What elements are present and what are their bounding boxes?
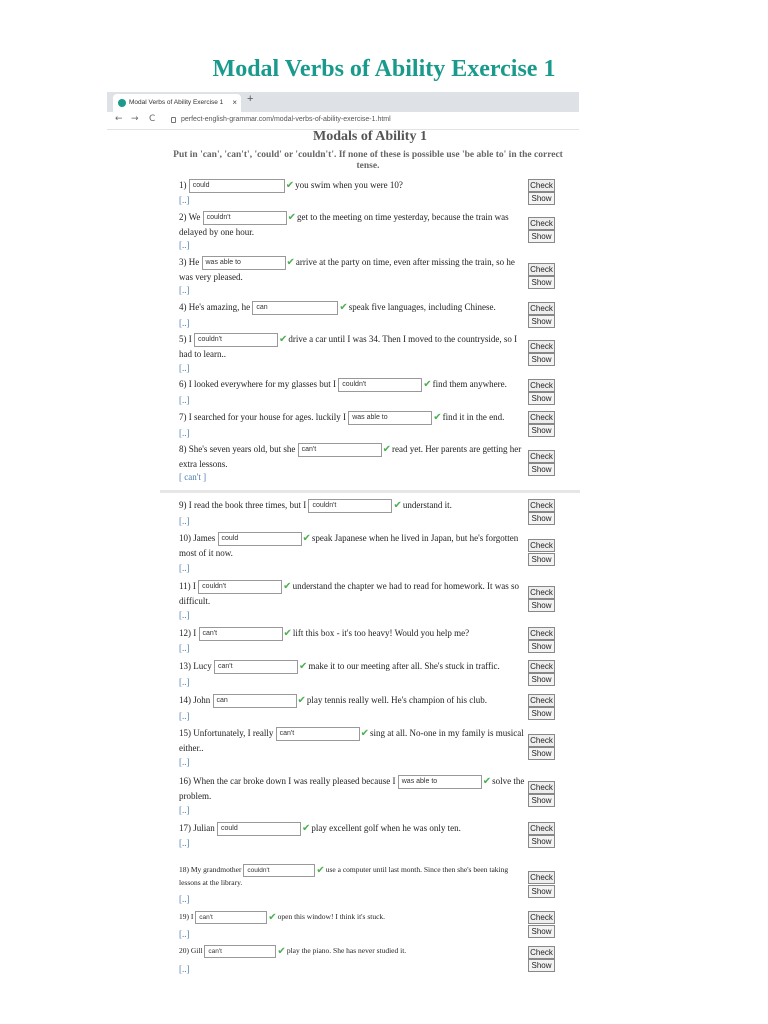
question-text: get to the meeting on time yesterday, because the train was delayed by one hour. [179,212,509,237]
question-text: you swim when you were 10? [295,180,403,190]
question-text: sing at all. No-one in my family is musical either.. [179,728,524,753]
question-1 [179,178,527,193]
check-mark-icon: ✔ [482,775,492,787]
check-button[interactable]: Check [528,539,555,552]
hint-link[interactable]: [..] [179,428,190,438]
check-mark-icon: ✔ [433,411,442,423]
check-mark-icon: ✔ [423,378,432,390]
check-button[interactable]: Check [528,263,555,276]
hint-link[interactable]: [ can't ] [179,472,207,482]
hint-link[interactable]: [..] [179,395,190,405]
check-mark-icon: ✔ [382,443,391,455]
check-mark-icon: ✔ [283,580,292,592]
question-text: read yet. Her parents are getting her extra lessons. [179,444,522,469]
answer-input[interactable]: was able to [398,775,482,789]
show-button[interactable]: Show [528,747,555,760]
answer-input[interactable]: can't [276,727,360,741]
show-button[interactable]: Show [528,835,555,848]
reload-icon[interactable]: C [149,114,156,124]
check-mark-icon: ✔ [339,301,348,313]
answer-input[interactable]: couldn't [338,378,422,392]
show-button[interactable]: Show [528,707,555,720]
question-number: 18) My grandmother [179,865,242,875]
answer-input[interactable]: can't [298,443,382,457]
show-button[interactable]: Show [528,230,555,243]
check-button[interactable]: Check [528,340,555,353]
show-button[interactable]: Show [528,673,555,686]
answer-input[interactable]: can't [195,911,267,924]
tab-bar [107,92,579,112]
show-button[interactable]: Show [528,512,555,525]
forward-icon[interactable]: → [131,114,139,124]
question-number: 14) John [179,695,211,705]
favicon-icon [118,99,126,107]
show-button[interactable]: Show [528,424,555,437]
question-text: drive a car until I was 34. Then I moved to the countryside, so I had to learn.. [179,334,518,359]
question-text: solve the problem. [179,776,525,801]
question-text: understand it. [402,500,452,510]
check-mark-icon: ✔ [393,499,402,511]
answer-input[interactable]: can't [214,660,298,674]
hint-link[interactable]: [..] [179,363,190,373]
hint-link[interactable]: [..] [179,240,190,250]
check-button[interactable]: Check [528,179,555,192]
check-button[interactable]: Check [528,911,555,924]
show-button[interactable]: Show [528,463,555,476]
question-number: 13) Lucy [179,661,212,671]
check-mark-icon: ✔ [286,256,295,268]
question-text: speak Japanese when he lived in Japan, but he's forgotten most of it now. [179,533,519,558]
question-text: find it in the end. [442,412,505,422]
question-20 [179,945,527,958]
check-mark-icon: ✔ [287,211,296,223]
address-bar [107,112,579,130]
check-button[interactable]: Check [528,734,555,747]
question-text: understand the chapter we had to read for homework. It was so difficult. [179,581,519,606]
show-button[interactable]: Show [528,192,555,205]
question-number: 4) He's amazing, he [179,302,251,312]
hint-link[interactable]: [..] [179,894,190,904]
section-divider [160,490,580,493]
hint-link[interactable]: [..] [179,643,190,653]
question-19 [179,911,527,924]
question-16 [179,774,527,803]
hint-link[interactable]: [..] [179,195,190,205]
question-text: play the piano. She has never studied it. [286,946,407,956]
question-number: 12) I [179,628,197,638]
show-button[interactable]: Show [528,276,555,289]
document-title: Modal Verbs of Ability Exercise 1 [212,56,556,82]
question-5 [179,332,527,361]
instructions: Put in 'can', 'can't', 'could' or 'couldn't'. If none of these is possible use 'be able to' in the correct tense. [173,150,563,171]
hint-link[interactable]: [..] [179,677,190,687]
hint-link[interactable]: [..] [179,757,190,767]
answer-input[interactable]: couldn't [243,864,315,877]
question-number: 20) Gill [179,946,203,956]
question-17 [179,821,527,836]
answer-input[interactable]: can't [199,627,283,641]
question-number: 19) I [179,912,194,922]
answer-input[interactable]: could [189,179,285,193]
check-button[interactable]: Check [528,660,555,673]
hint-link[interactable]: [..] [179,610,190,620]
question-number: 2) We [179,212,201,222]
question-text: make it to our meeting after all. She's stuck in traffic. [308,661,500,671]
question-9 [179,498,527,513]
question-number: 7) I searched for your house for ages. luckily I [179,412,346,422]
check-button[interactable]: Check [528,217,555,230]
check-button[interactable]: Check [528,379,555,392]
show-button[interactable]: Show [528,640,555,653]
answer-input[interactable]: can [252,301,338,315]
question-number: 9) I read the book three times, but I [179,500,307,510]
question-number: 6) I looked everywhere for my glasses but I [179,379,336,389]
back-icon[interactable]: ← [115,114,123,124]
check-button[interactable]: Check [528,871,555,884]
check-button[interactable]: Check [528,411,555,424]
show-button[interactable]: Show [528,353,555,366]
answer-input[interactable]: couldn't [194,333,278,347]
question-2 [179,210,527,239]
question-8 [179,442,527,471]
question-text: lift this box - it's too heavy! Would you help me? [292,628,470,638]
question-14 [179,693,527,708]
show-button[interactable]: Show [528,885,555,898]
show-button[interactable]: Show [528,599,555,612]
answer-input[interactable]: couldn't [308,499,392,513]
show-button[interactable]: Show [528,553,555,566]
lock-icon [171,117,176,123]
answer-input[interactable]: couldn't [198,580,282,594]
question-6 [179,377,527,392]
question-number: 8) She's seven years old, but she [179,444,296,454]
question-11 [179,579,527,608]
question-text: speak five languages, including Chinese. [348,302,496,312]
check-button[interactable]: Check [528,627,555,640]
question-number: 17) Julian [179,823,215,833]
question-number: 10) James [179,533,216,543]
check-mark-icon: ✔ [297,694,306,706]
new-tab-icon[interactable]: + [247,93,254,105]
check-mark-icon: ✔ [302,532,311,544]
page-title: Modals of Ability 1 [313,129,427,144]
check-mark-icon: ✔ [268,911,277,923]
question-7 [179,410,527,425]
question-text: use a computer until last month. Since then she's been taking lessons at the library. [179,865,509,887]
hint-link[interactable]: [..] [179,285,190,295]
check-button[interactable]: Check [528,781,555,794]
show-button[interactable]: Show [528,794,555,807]
question-text: arrive at the party on time, even after missing the train, so he was very pleased. [179,257,515,282]
url-field[interactable]: perfect-english-grammar.com/modal-verbs-of-ability-exercise-1.html [181,116,391,123]
hint-link[interactable]: [..] [179,516,190,526]
hint-link[interactable]: [..] [179,318,190,328]
question-number: 3) He [179,257,200,267]
check-mark-icon: ✔ [299,660,308,672]
question-number: 1) [179,180,187,190]
close-icon[interactable]: × [232,98,237,107]
check-button[interactable]: Check [528,946,555,959]
check-button[interactable]: Check [528,499,555,512]
hint-link[interactable]: [..] [179,711,190,721]
answer-input[interactable]: was able to [202,256,286,270]
check-button[interactable]: Check [528,450,555,463]
hint-link[interactable]: [..] [179,964,190,974]
check-button[interactable]: Check [528,822,555,835]
check-button[interactable]: Check [528,302,555,315]
hint-link[interactable]: [..] [179,838,190,848]
hint-link[interactable]: [..] [179,929,190,939]
hint-link[interactable]: [..] [179,563,190,573]
answer-input[interactable]: could [217,822,301,836]
question-10 [179,531,527,560]
question-15 [179,726,527,755]
question-text: find them anywhere. [432,379,507,389]
browser-tab[interactable] [113,94,241,112]
answer-input[interactable]: could [218,532,302,546]
check-button[interactable]: Check [528,586,555,599]
question-text: play excellent golf when he was only ten. [311,823,461,833]
question-number: 5) I [179,334,192,344]
question-number: 11) I [179,581,196,591]
answer-input[interactable]: was able to [348,411,432,425]
question-18 [179,864,527,889]
check-mark-icon: ✔ [279,333,288,345]
question-text: open this window! I think it's stuck. [277,912,386,922]
browser-chrome [107,92,579,130]
check-mark-icon: ✔ [283,627,292,639]
check-mark-icon: ✔ [302,822,311,834]
answer-input[interactable]: can't [204,945,276,958]
show-button[interactable]: Show [528,392,555,405]
question-text: play tennis really well. He's champion of his club. [306,695,487,705]
question-13 [179,659,527,674]
check-mark-icon: ✔ [285,179,295,191]
question-number: 15) Unfortunately, I really [179,728,274,738]
question-3 [179,255,527,284]
check-mark-icon: ✔ [316,864,325,876]
question-number: 16) When the car broke down I was really pleased because I [179,776,396,786]
check-mark-icon: ✔ [360,727,370,739]
answer-input[interactable]: can [213,694,297,708]
question-4 [179,300,527,315]
show-button[interactable]: Show [528,959,555,972]
show-button[interactable]: Show [528,315,555,328]
check-mark-icon: ✔ [277,945,286,957]
hint-link[interactable]: [..] [179,805,190,815]
tab-title: Modal Verbs of Ability Exercise 1 [129,99,224,106]
check-button[interactable]: Check [528,694,555,707]
question-12 [179,626,527,641]
show-button[interactable]: Show [528,925,555,938]
answer-input[interactable]: couldn't [203,211,287,225]
